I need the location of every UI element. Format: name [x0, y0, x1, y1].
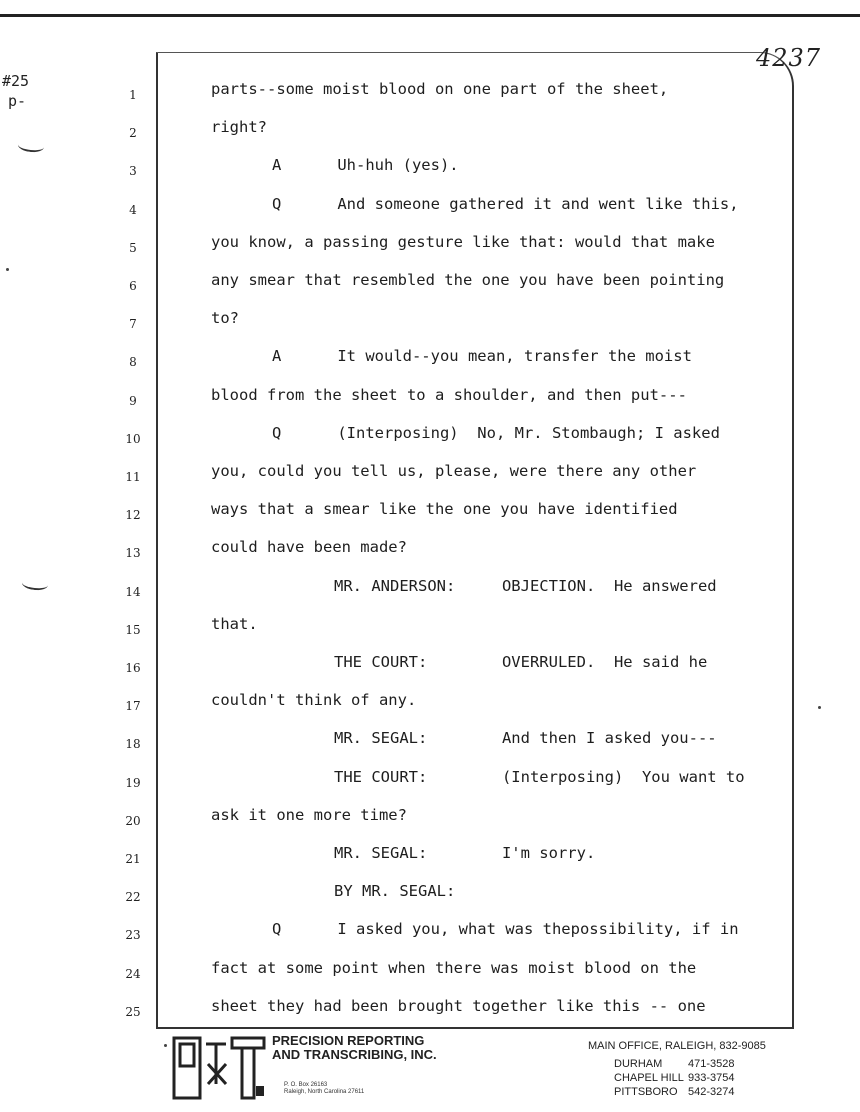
- margin-note-exhibit: #25: [2, 72, 30, 90]
- logo: [172, 1034, 268, 1100]
- transcript-line: right?: [211, 118, 267, 137]
- margin-note-page: p-: [8, 92, 27, 110]
- margin-tick-mark: [21, 577, 48, 592]
- line-number: 19: [125, 775, 141, 790]
- transcript-line: A It would--you mean, transfer the moist: [272, 347, 692, 366]
- firm-address-line-2: Raleigh, North Carolina 27611: [284, 1089, 365, 1095]
- margin-tick-mark: [17, 139, 44, 154]
- branch-city: PITTSBORO: [614, 1086, 678, 1098]
- line-number: 5: [129, 240, 137, 255]
- firm-name-line-2: AND TRANSCRIBING, INC.: [272, 1047, 437, 1062]
- line-number: 10: [125, 431, 141, 446]
- line-number: 7: [129, 317, 137, 332]
- transcript-line: Q I asked you, what was thepossibility, if in: [272, 920, 739, 939]
- transcript-line: couldn't think of any.: [211, 691, 417, 710]
- transcript-line: A Uh-huh (yes).: [272, 156, 459, 175]
- line-number: 3: [129, 164, 137, 179]
- line-number: 20: [125, 813, 141, 828]
- line-number: 12: [125, 508, 141, 523]
- transcript-line: Q And someone gathered it and went like this,: [272, 194, 739, 213]
- transcript-line: could have been made?: [211, 538, 407, 557]
- line-number: 6: [129, 279, 137, 293]
- branch-city: DURHAM: [614, 1058, 663, 1070]
- transcript-line: blood from the sheet to a shoulder, and then put---: [211, 385, 687, 404]
- speck: [818, 706, 821, 709]
- line-number: 9: [129, 393, 137, 408]
- transcript-line: MR. ANDERSON: OBJECTION. He answered: [334, 576, 717, 595]
- branch-chapel-hill: [614, 1072, 735, 1084]
- branch-phone: 933-3754: [688, 1072, 735, 1084]
- firm-address: [284, 1082, 364, 1096]
- transcript-line: Q (Interposing) No, Mr. Stombaugh; I asked: [272, 423, 720, 442]
- line-number: 24: [125, 966, 141, 981]
- line-number: 18: [125, 737, 141, 752]
- line-number: 1: [129, 88, 137, 102]
- transcript-line: parts--some moist blood on one part of the sheet,: [211, 80, 669, 98]
- transcript-line: THE COURT: OVERRULED. He said he: [334, 653, 708, 671]
- transcript-line: you know, a passing gesture like that: would that make: [211, 232, 715, 251]
- line-number: 17: [125, 699, 141, 714]
- line-number: 22: [125, 890, 141, 905]
- transcript-line: to?: [211, 309, 239, 328]
- branch-phone: 471-3528: [688, 1058, 735, 1070]
- branch-pittsboro: [614, 1086, 735, 1098]
- branch-durham: [614, 1058, 735, 1070]
- line-number: 15: [125, 622, 141, 637]
- line-number: 2: [129, 126, 137, 141]
- transcript-line: you, could you tell us, please, were there any other: [211, 462, 697, 480]
- speck: [164, 1044, 167, 1047]
- branch-city: CHAPEL HILL: [614, 1072, 684, 1084]
- line-number: 25: [125, 1004, 141, 1019]
- transcript-line: BY MR. SEGAL:: [334, 882, 456, 901]
- transcript-line: THE COURT: (Interposing) You want to: [334, 767, 745, 786]
- transcript-line: MR. SEGAL: And then I asked you---: [334, 729, 717, 748]
- line-number: 13: [125, 546, 141, 561]
- line-number: 11: [125, 470, 141, 484]
- pt-logo-mark: [172, 1034, 268, 1100]
- transcript-line: ways that a smear like the one you have identified: [211, 500, 678, 519]
- page-number: 4237: [756, 44, 822, 72]
- line-number: 8: [129, 355, 137, 370]
- line-number: 16: [125, 661, 141, 675]
- firm-address-line-1: P. O. Box 26163: [284, 1082, 328, 1088]
- top-rule: [0, 14, 860, 17]
- transcript-line: MR. SEGAL: I'm sorry.: [334, 844, 596, 862]
- line-number: 14: [125, 584, 141, 599]
- firm-name: [272, 1034, 437, 1062]
- transcript-line: any smear that resembled the one you have been pointing: [211, 271, 725, 289]
- line-number: 23: [125, 928, 141, 943]
- transcript-line: ask it one more time?: [211, 805, 407, 824]
- line-number: 4: [129, 202, 137, 217]
- firm-name-line-1: PRECISION REPORTING: [272, 1033, 425, 1048]
- branch-phone: 542-3274: [688, 1086, 735, 1098]
- transcript-line: sheet they had been brought together like this -- one: [211, 996, 706, 1015]
- line-number: 21: [125, 852, 141, 866]
- speck: [6, 268, 9, 271]
- transcript-line: that.: [211, 614, 258, 633]
- main-office: MAIN OFFICE, RALEIGH, 832-9085: [588, 1040, 766, 1052]
- transcript-line: fact at some point when there was moist blood on the: [211, 958, 697, 977]
